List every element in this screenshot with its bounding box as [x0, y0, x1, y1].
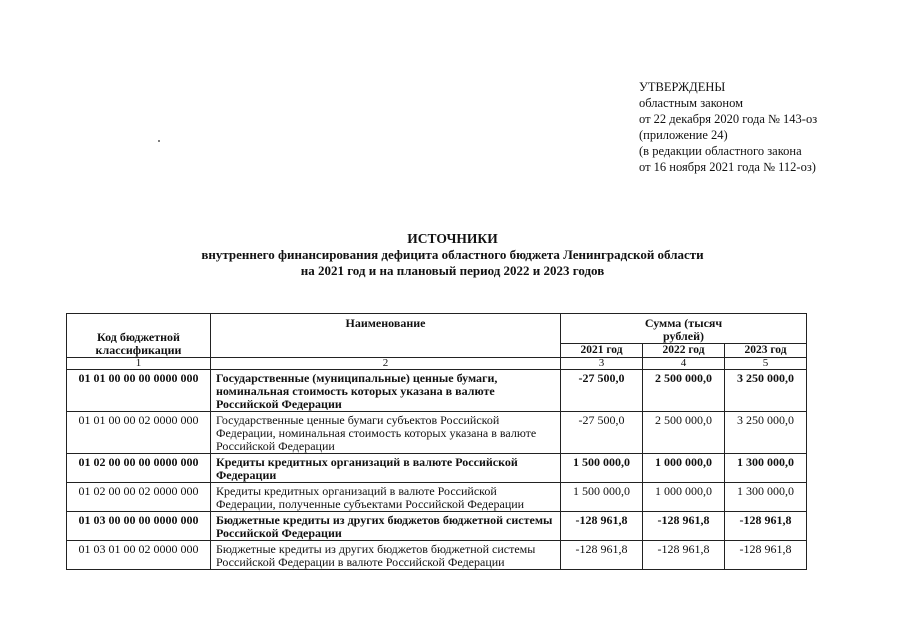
- row-value-2022: 2 500 000,0: [643, 412, 725, 454]
- sources-table: [66, 313, 807, 570]
- row-value-2023: 1 300 000,0: [725, 454, 807, 483]
- approval-line: от 22 декабря 2020 года № 143-оз: [639, 112, 818, 126]
- column-number: 5: [725, 358, 807, 370]
- row-value-2022: 1 000 000,0: [643, 454, 725, 483]
- table-row: [67, 483, 807, 512]
- row-value-2022: 2 500 000,0: [643, 370, 725, 412]
- approval-line: (в редакции областного закона: [639, 144, 802, 158]
- table-row: [67, 541, 807, 570]
- row-value-2021: 1 500 000,0: [561, 454, 643, 483]
- row-code: 01 02 00 00 02 0000 000: [67, 483, 211, 512]
- row-value-2022: -128 961,8: [643, 512, 725, 541]
- approval-line: УТВЕРЖДЕНЫ: [639, 80, 726, 94]
- header-year-2022: 2022 год: [643, 344, 725, 358]
- header-code: [67, 314, 211, 358]
- document-subtitle-line: внутреннего финансирования дефицита областного бюджета Ленинградской области: [201, 247, 704, 262]
- header-year-2021: 2021 год: [561, 344, 643, 358]
- row-code: 01 02 00 00 00 0000 000: [67, 454, 211, 483]
- header-sum-label: Сумма (тысяч рублей): [644, 316, 723, 343]
- row-value-2022: -128 961,8: [643, 541, 725, 570]
- row-value-2021: -128 961,8: [561, 541, 643, 570]
- document-subtitle-line: на 2021 год и на плановый период 2022 и 2023 годов: [300, 263, 605, 278]
- table-row: [67, 512, 807, 541]
- table-row: [67, 370, 807, 412]
- row-value-2022: 1 000 000,0: [643, 483, 725, 512]
- column-number: 3: [561, 358, 643, 370]
- row-code: 01 03 00 00 00 0000 000: [67, 512, 211, 541]
- approval-line: (приложение 24): [639, 128, 728, 142]
- header-sum: [561, 314, 807, 344]
- table-row: [67, 454, 807, 483]
- row-value-2021: -128 961,8: [561, 512, 643, 541]
- row-value-2021: -27 500,0: [561, 370, 643, 412]
- header-name: Наименование: [211, 314, 561, 358]
- row-code: 01 01 00 00 00 0000 000: [67, 370, 211, 412]
- row-value-2023: 3 250 000,0: [725, 412, 807, 454]
- column-number: 2: [211, 358, 561, 370]
- row-name: Бюджетные кредиты из других бюджетов бюджетной системы Российской Федерации: [211, 512, 561, 541]
- table-row: [67, 412, 807, 454]
- approval-line: от 16 ноября 2021 года № 112-оз): [639, 160, 816, 174]
- column-number: 4: [643, 358, 725, 370]
- row-name: Кредиты кредитных организаций в валюте Российской Федерации, полученные субъектами Российской Федерации: [211, 483, 561, 512]
- row-name: Государственные (муниципальные) ценные бумаги, номинальная стоимость которых указана в валюте Российской Федерации: [211, 370, 561, 412]
- row-value-2021: 1 500 000,0: [561, 483, 643, 512]
- document-title: ИСТОЧНИКИ: [407, 231, 498, 246]
- row-code: 01 01 00 00 02 0000 000: [67, 412, 211, 454]
- row-value-2023: -128 961,8: [725, 512, 807, 541]
- header-code-label: Код бюджетной классификации: [95, 330, 182, 357]
- scan-speck: [158, 140, 160, 142]
- approval-stamp: [639, 79, 817, 175]
- row-value-2021: -27 500,0: [561, 412, 643, 454]
- row-value-2023: 1 300 000,0: [725, 483, 807, 512]
- row-name: Кредиты кредитных организаций в валюте Российской Федерации: [211, 454, 561, 483]
- row-name: Бюджетные кредиты из других бюджетов бюджетной системы Российской Федерации в валюте Российской Федерации: [211, 541, 561, 570]
- column-number: 1: [67, 358, 211, 370]
- approval-line: областным законом: [639, 96, 744, 110]
- column-number-row: [67, 358, 807, 370]
- row-value-2023: -128 961,8: [725, 541, 807, 570]
- row-code: 01 03 01 00 02 0000 000: [67, 541, 211, 570]
- header-year-2023: 2023 год: [725, 344, 807, 358]
- row-value-2023: 3 250 000,0: [725, 370, 807, 412]
- row-name: Государственные ценные бумаги субъектов Российской Федерации, номинальная стоимость которых указана в валюте Российской Федерации: [211, 412, 561, 454]
